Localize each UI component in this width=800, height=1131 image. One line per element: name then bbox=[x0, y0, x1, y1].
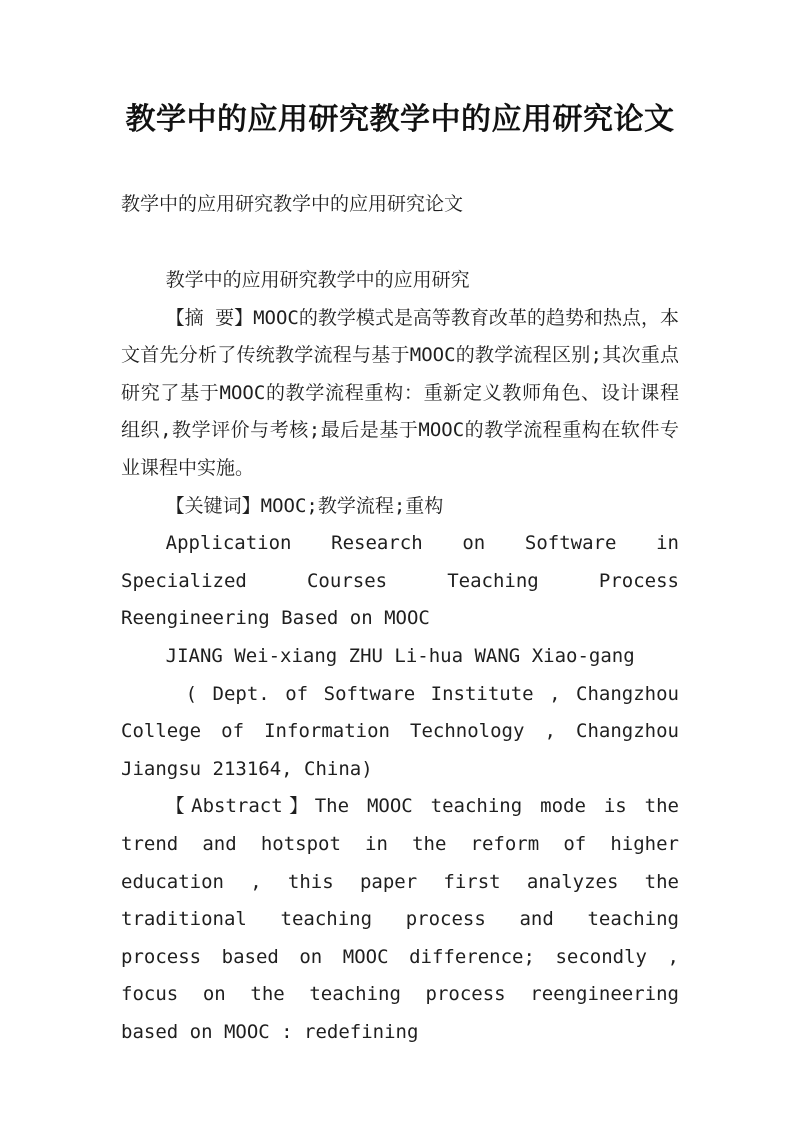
document-subtitle: 教学中的应用研究教学中的应用研究论文 bbox=[121, 193, 464, 215]
paragraph-affiliation-en: ( Dept. of Software Institute , Changzhou College of Information Technology , Changzhou Jiangsu 213164, China) bbox=[121, 682, 679, 780]
paragraph-authors-en: JIANG Wei-xiang ZHU Li-hua WANG Xiao-gang bbox=[165, 644, 635, 667]
paragraph-abstract-cn: 【摘 要】MOOC的教学模式是高等教育改革的趋势和热点，本文首先分析了传统教学流程与基于MOOC的教学流程区别;其次重点研究了基于MOOC的教学流程重构：重新定义教师角色、设计课程组织,教学评价与考核;最后是基于MOOC的教学流程重构在软件专业课程中实施。 bbox=[121, 306, 679, 479]
document-body bbox=[121, 262, 679, 1051]
paragraph-abstract-en: 【Abstract】The MOOC teaching mode is the trend and hotspot in the reform of higher education , this paper first analyzes the traditional teaching process and teaching process based on MOOC difference; secondly , focus on the teaching process reengineering based on MOOC : redefining bbox=[121, 795, 679, 1043]
paragraph-title-en: Application Research on Software in Specialized Courses Teaching Process Reengineering Based on MOOC bbox=[121, 532, 679, 630]
paragraph-heading-cn: 教学中的应用研究教学中的应用研究 bbox=[165, 269, 470, 291]
paragraph-keywords-cn: 【关键词】MOOC;教学流程;重构 bbox=[165, 494, 444, 517]
document-title: 教学中的应用研究教学中的应用研究论文 bbox=[125, 102, 675, 137]
